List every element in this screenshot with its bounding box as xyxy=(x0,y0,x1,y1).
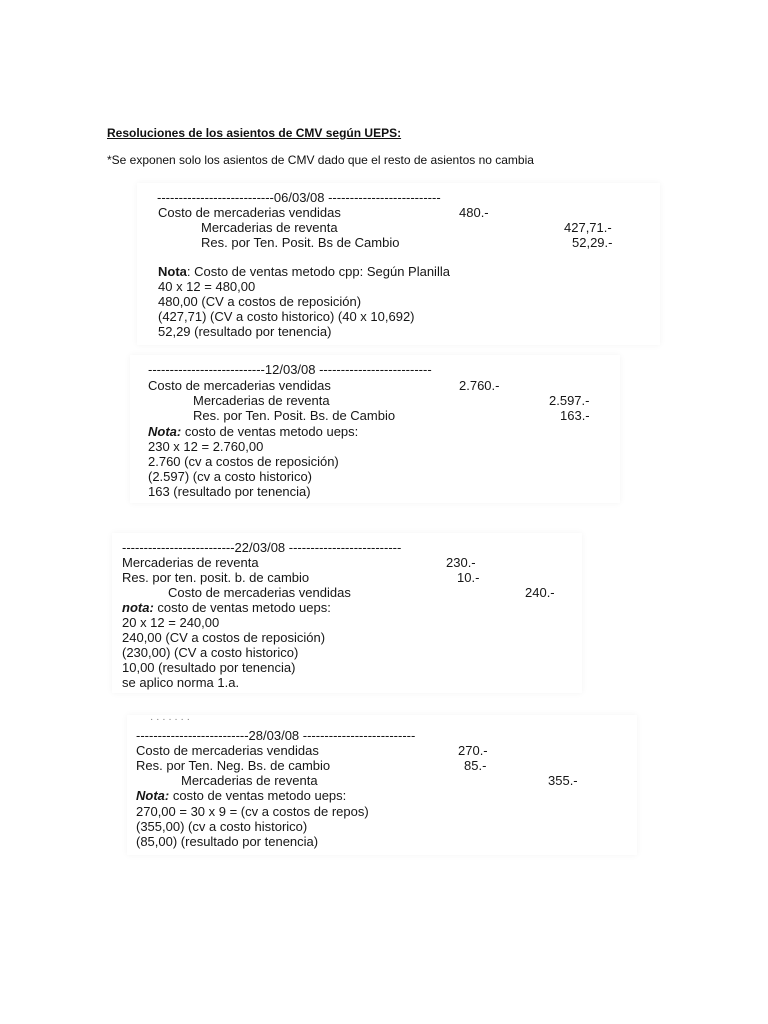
page-heading: Resoluciones de los asientos de CMV según UEPS: xyxy=(107,126,402,140)
entry-debit: 85.- xyxy=(464,758,487,773)
entry-credit: 240.- xyxy=(525,585,555,600)
entry-note xyxy=(122,600,331,615)
note-line: (355,00) (cv a costo historico) xyxy=(136,819,308,834)
note-line: 40 x 12 = 480,00 xyxy=(158,279,256,294)
note-label: Nota: xyxy=(136,788,170,803)
note-line: 270,00 = 30 x 9 = (cv a costos de repos) xyxy=(136,804,369,819)
note-text: costo de ventas metodo ueps: xyxy=(181,424,359,439)
entry-account: Costo de mercaderias vendidas xyxy=(148,378,331,393)
entry-date-line: ---------------------------12/03/08 -------------------------- xyxy=(148,362,432,377)
entry-credit: 427,71.- xyxy=(564,220,612,235)
note-line: se aplico norma 1.a. xyxy=(122,675,240,690)
entry-credit: 355.- xyxy=(548,773,578,788)
entry-account: Res. por Ten. Posit. Bs de Cambio xyxy=(201,235,400,250)
note-line: (230,00) (CV a costo historico) xyxy=(122,645,299,660)
scan-artifact-dots: · · · · · · · xyxy=(150,714,190,725)
entry-debit: 480.- xyxy=(459,205,489,220)
note-label: nota: xyxy=(122,600,154,615)
note-line: (2.597) (cv a costo historico) xyxy=(148,469,313,484)
entry-credit: 52,29.- xyxy=(572,235,613,250)
entry-account: Costo de mercaderias vendidas xyxy=(136,743,319,758)
entry-debit: 270.- xyxy=(458,743,488,758)
page-subtitle: *Se exponen solo los asientos de CMV dado que el resto de asientos no cambia xyxy=(107,153,534,167)
entry-date-line: --------------------------22/03/08 -------------------------- xyxy=(122,540,402,555)
note-line: (427,71) (CV a costo historico) (40 x 10,692) xyxy=(158,309,415,324)
entry-account: Mercaderias de reventa xyxy=(122,555,259,570)
entry-account: Mercaderias de reventa xyxy=(193,393,330,408)
entry-date-line: ---------------------------06/03/08 -------------------------- xyxy=(157,190,441,205)
entry-credit: 163.- xyxy=(560,408,590,423)
entry-debit: 10.- xyxy=(457,570,480,585)
note-line: 480,00 (CV a costos de reposición) xyxy=(158,294,362,309)
entry-account: Mercaderias de reventa xyxy=(201,220,338,235)
note-label: Nota: xyxy=(148,424,182,439)
note-label: Nota xyxy=(158,264,187,279)
note-line: 20 x 12 = 240,00 xyxy=(122,615,220,630)
note-text: : Costo de ventas metodo cpp: Según Planilla xyxy=(186,264,450,279)
note-line: 2.760 (cv a costos de reposición) xyxy=(148,454,339,469)
note-line: 10,00 (resultado por tenencia) xyxy=(122,660,296,675)
entry-account: Costo de mercaderias vendidas xyxy=(158,205,341,220)
entry-note xyxy=(148,424,358,439)
note-line: 230 x 12 = 2.760,00 xyxy=(148,439,264,454)
entry-account: Res. por Ten. Posit. Bs. de Cambio xyxy=(193,408,396,423)
note-line: 240,00 (CV a costos de reposición) xyxy=(122,630,326,645)
entry-account: Mercaderias de reventa xyxy=(181,773,318,788)
entry-account: Res. por ten. posit. b. de cambio xyxy=(122,570,310,585)
note-line: (85,00) (resultado por tenencia) xyxy=(136,834,319,849)
entry-debit: 230.- xyxy=(446,555,476,570)
note-line: 163 (resultado por tenencia) xyxy=(148,484,311,499)
entry-credit: 2.597.- xyxy=(549,393,590,408)
note-text: costo de ventas metodo ueps: xyxy=(153,600,331,615)
entry-account: Res. por Ten. Neg. Bs. de cambio xyxy=(136,758,331,773)
note-line: 52,29 (resultado por tenencia) xyxy=(158,324,332,339)
entry-date-line: --------------------------28/03/08 -------------------------- xyxy=(136,728,416,743)
entry-note xyxy=(136,788,346,803)
entry-account: Costo de mercaderias vendidas xyxy=(168,585,351,600)
entry-note xyxy=(158,264,450,279)
entry-debit: 2.760.- xyxy=(459,378,500,393)
note-text: costo de ventas metodo ueps: xyxy=(169,788,347,803)
